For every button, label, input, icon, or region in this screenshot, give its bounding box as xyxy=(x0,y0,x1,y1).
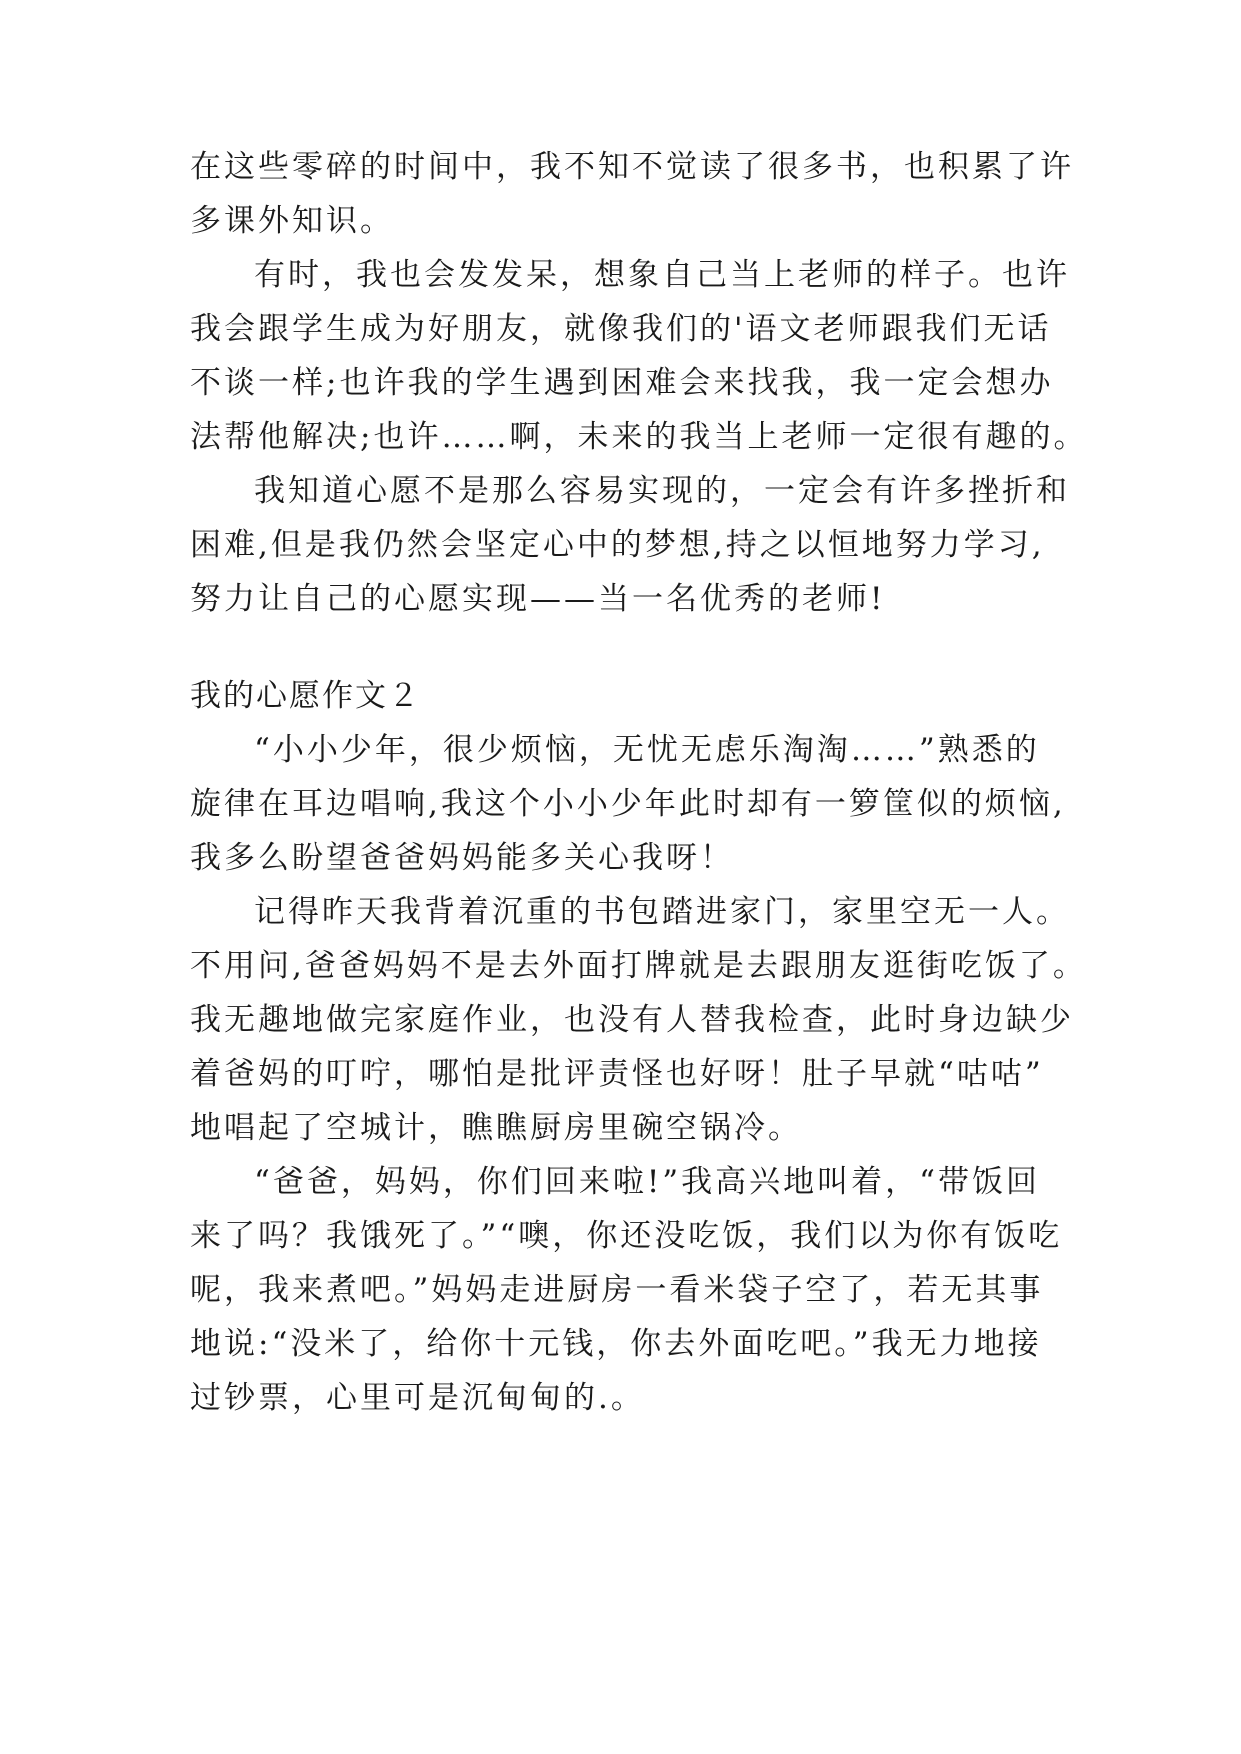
article1-line-6: 法帮他解决;也许……啊，未来的我当上老师一定很有趣的。 xyxy=(190,419,1088,455)
article2-line-8: 地唱起了空城计，瞧瞧厨房里碗空锅冷。 xyxy=(190,1110,802,1146)
article1-line-8: 困难,但是我仍然会坚定心中的梦想,持之以恒地努力学习, xyxy=(190,527,1045,563)
article2-line-3: 我多么盼望爸爸妈妈能多关心我呀！ xyxy=(190,840,734,876)
article2-title: 我的心愿作文２ xyxy=(190,678,421,714)
article1-line-2: 多课外知识。 xyxy=(190,203,394,239)
article2-line-4: 记得昨天我背着沉重的书包踏进家门，家里空无一人。 xyxy=(254,894,1070,930)
article2-line-9: “爸爸，妈妈，你们回来啦!”我高兴地叫着，“带饭回 xyxy=(254,1164,1040,1200)
article2-line-6: 我无趣地做完家庭作业，也没有人替我检查，此时身边缺少 xyxy=(190,1002,1074,1038)
article1-line-3: 有时，我也会发发呆，想象自己当上老师的样子。也许 xyxy=(254,257,1070,293)
article2-line-11: 呢，我来煮吧。”妈妈走进厨房一看米袋子空了，若无其事 xyxy=(190,1272,1044,1308)
article1-line-5: 不谈一样;也许我的学生遇到困难会来找我，我一定会想办 xyxy=(190,365,1054,401)
article2-line-5: 不用问,爸爸妈妈不是去外面打牌就是去跟朋友逛街吃饭了。 xyxy=(190,948,1087,984)
article2-line-1: “小小少年，很少烦恼，无忧无虑乐淘淘……”熟悉的 xyxy=(254,732,1040,768)
article2-line-12: 地说:“没米了，给你十元钱，你去外面吃吧。”我无力地接 xyxy=(190,1326,1042,1362)
article2-line-10: 来了吗？我饿死了。”“噢，你还没吃饭，我们以为你有饭吃 xyxy=(190,1218,1063,1254)
article1-line-9: 努力让自己的心愿实现——当一名优秀的老师! xyxy=(190,581,886,617)
article2-line-2: 旋律在耳边唱响,我这个小小少年此时却有一箩筐似的烦恼, xyxy=(190,786,1066,822)
article2-line-13: 过钞票，心里可是沉甸甸的.。 xyxy=(190,1380,645,1416)
article2-line-7: 着爸妈的叮咛，哪怕是批评责怪也好呀！肚子早就“咕咕” xyxy=(190,1056,1044,1092)
article1-line-7: 我知道心愿不是那么容易实现的，一定会有许多挫折和 xyxy=(254,473,1070,509)
article1-line-1: 在这些零碎的时间中，我不知不觉读了很多书，也积累了许 xyxy=(190,149,1074,185)
article1-line-4: 我会跟学生成为好朋友，就像我们的'语文老师跟我们无话 xyxy=(190,311,1052,347)
